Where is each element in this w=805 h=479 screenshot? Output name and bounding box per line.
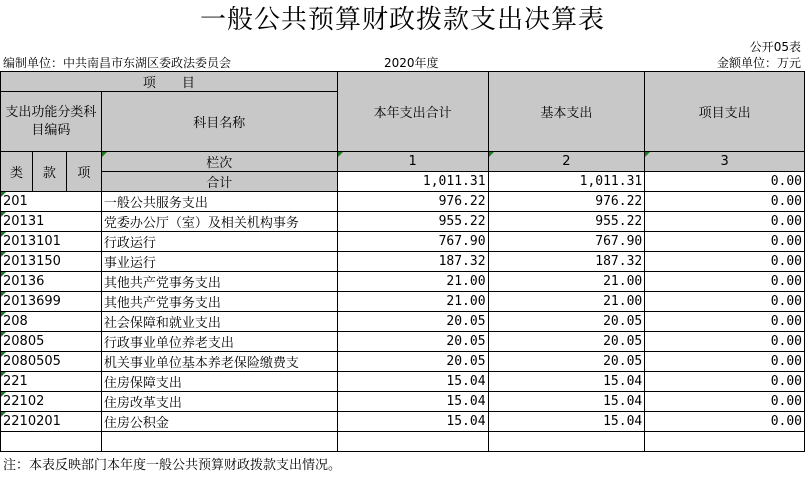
form-number: 公开05表 <box>749 40 801 54</box>
total-cell-2[interactable]: 1,011.31 <box>488 172 645 192</box>
empty-cell[interactable] <box>645 432 805 452</box>
project-cell[interactable]: 0.00 <box>645 392 805 412</box>
total-cell[interactable]: 21.00 <box>337 272 488 292</box>
code-cell[interactable]: 22102 <box>1 392 102 412</box>
basic-cell[interactable]: 15.04 <box>488 412 645 432</box>
header-project[interactable]: 项 目 <box>1 72 338 92</box>
table-row <box>1 272 805 292</box>
total-cell-3[interactable]: 0.00 <box>645 172 805 192</box>
name-cell[interactable]: 行政运行 <box>101 232 337 252</box>
project-cell[interactable]: 0.00 <box>645 332 805 352</box>
header-lanci[interactable]: 栏次 <box>101 152 337 172</box>
compiling-unit: 编制单位：中共南昌市东湖区委政法委员会 <box>3 56 232 70</box>
code-cell[interactable]: 208 <box>1 312 102 332</box>
code-cell[interactable]: 2013150 <box>1 252 102 272</box>
table-row <box>1 332 805 352</box>
amount-unit: 金额单位：万元 <box>716 56 801 70</box>
name-cell[interactable]: 机关事业单位基本养老保险缴费支 <box>101 352 337 372</box>
header-xiang[interactable]: 项 <box>66 152 101 192</box>
code-cell[interactable]: 2210201 <box>1 412 102 432</box>
basic-cell[interactable]: 955.22 <box>488 212 645 232</box>
empty-cell[interactable] <box>101 432 337 452</box>
total-cell[interactable]: 187.32 <box>337 252 488 272</box>
table-row <box>1 412 805 432</box>
project-cell[interactable]: 0.00 <box>645 412 805 432</box>
total-cell[interactable]: 21.00 <box>337 292 488 312</box>
total-cell[interactable]: 20.05 <box>337 332 488 352</box>
code-cell[interactable]: 20805 <box>1 332 102 352</box>
project-cell[interactable]: 0.00 <box>645 232 805 252</box>
basic-cell[interactable]: 21.00 <box>488 272 645 292</box>
name-cell[interactable]: 住房公积金 <box>101 412 337 432</box>
col-index-2[interactable]: 2 <box>488 152 645 172</box>
name-cell[interactable]: 住房保障支出 <box>101 372 337 392</box>
header-lei[interactable]: 类 <box>1 152 33 192</box>
page-title: 一般公共预算财政拨款支出决算表 <box>199 5 605 35</box>
total-label[interactable]: 合计 <box>101 172 337 192</box>
project-cell[interactable]: 0.00 <box>645 192 805 212</box>
code-cell[interactable]: 201 <box>1 192 102 212</box>
name-cell[interactable]: 社会保障和就业支出 <box>101 312 337 332</box>
basic-cell[interactable]: 15.04 <box>488 392 645 412</box>
name-cell[interactable]: 事业运行 <box>101 252 337 272</box>
header-kuan[interactable]: 款 <box>32 152 66 192</box>
total-cell[interactable]: 20.05 <box>337 312 488 332</box>
col-index-1[interactable]: 1 <box>337 152 488 172</box>
col-index-3[interactable]: 3 <box>645 152 805 172</box>
empty-cell[interactable] <box>337 432 488 452</box>
expenditure-table <box>0 71 805 452</box>
name-cell[interactable]: 其他共产党事务支出 <box>101 272 337 292</box>
empty-row <box>1 432 805 452</box>
total-cell[interactable]: 20.05 <box>337 352 488 372</box>
table-row <box>1 192 805 212</box>
name-cell[interactable]: 其他共产党事务支出 <box>101 292 337 312</box>
project-cell[interactable]: 0.00 <box>645 272 805 292</box>
basic-cell[interactable]: 20.05 <box>488 352 645 372</box>
code-cell[interactable]: 2013101 <box>1 232 102 252</box>
header-total[interactable]: 本年支出合计 <box>337 72 488 152</box>
project-cell[interactable]: 0.00 <box>645 212 805 232</box>
table-row <box>1 292 805 312</box>
table-row <box>1 212 805 232</box>
basic-cell[interactable]: 976.22 <box>488 192 645 212</box>
table-row <box>1 372 805 392</box>
project-cell[interactable]: 0.00 <box>645 352 805 372</box>
header-basic[interactable]: 基本支出 <box>488 72 645 152</box>
table-row <box>1 392 805 412</box>
table-row <box>1 352 805 372</box>
empty-cell[interactable] <box>1 432 102 452</box>
table-row <box>1 232 805 252</box>
basic-cell[interactable]: 20.05 <box>488 312 645 332</box>
table-row <box>1 252 805 272</box>
total-cell[interactable]: 15.04 <box>337 372 488 392</box>
basic-cell[interactable]: 20.05 <box>488 332 645 352</box>
project-cell[interactable]: 0.00 <box>645 252 805 272</box>
total-cell[interactable]: 15.04 <box>337 392 488 412</box>
empty-cell[interactable] <box>488 432 645 452</box>
basic-cell[interactable]: 187.32 <box>488 252 645 272</box>
total-cell[interactable]: 15.04 <box>337 412 488 432</box>
fiscal-year: 2020年度 <box>384 56 439 70</box>
project-cell[interactable]: 0.00 <box>645 312 805 332</box>
table-row <box>1 312 805 332</box>
total-cell-1[interactable]: 1,011.31 <box>337 172 488 192</box>
name-cell[interactable]: 党委办公厅（室）及相关机构事务 <box>101 212 337 232</box>
header-name[interactable]: 科目名称 <box>101 92 337 152</box>
footnote: 注：本表反映部门本年度一般公共预算财政拨款支出情况。 <box>3 458 342 473</box>
name-cell[interactable]: 行政事业单位养老支出 <box>101 332 337 352</box>
basic-cell[interactable]: 21.00 <box>488 292 645 312</box>
project-cell[interactable]: 0.00 <box>645 292 805 312</box>
total-cell[interactable]: 767.90 <box>337 232 488 252</box>
header-project-expense[interactable]: 项目支出 <box>645 72 805 152</box>
total-cell[interactable]: 955.22 <box>337 212 488 232</box>
header-code[interactable]: 支出功能分类科目编码 <box>1 92 102 152</box>
name-cell[interactable]: 一般公共服务支出 <box>101 192 337 212</box>
basic-cell[interactable]: 15.04 <box>488 372 645 392</box>
total-cell[interactable]: 976.22 <box>337 192 488 212</box>
basic-cell[interactable]: 767.90 <box>488 232 645 252</box>
code-cell[interactable]: 2013699 <box>1 292 102 312</box>
code-cell[interactable]: 2080505 <box>1 352 102 372</box>
code-cell[interactable]: 221 <box>1 372 102 392</box>
code-cell[interactable]: 20136 <box>1 272 102 292</box>
project-cell[interactable]: 0.00 <box>645 372 805 392</box>
code-cell[interactable]: 20131 <box>1 212 102 232</box>
name-cell[interactable]: 住房改革支出 <box>101 392 337 412</box>
